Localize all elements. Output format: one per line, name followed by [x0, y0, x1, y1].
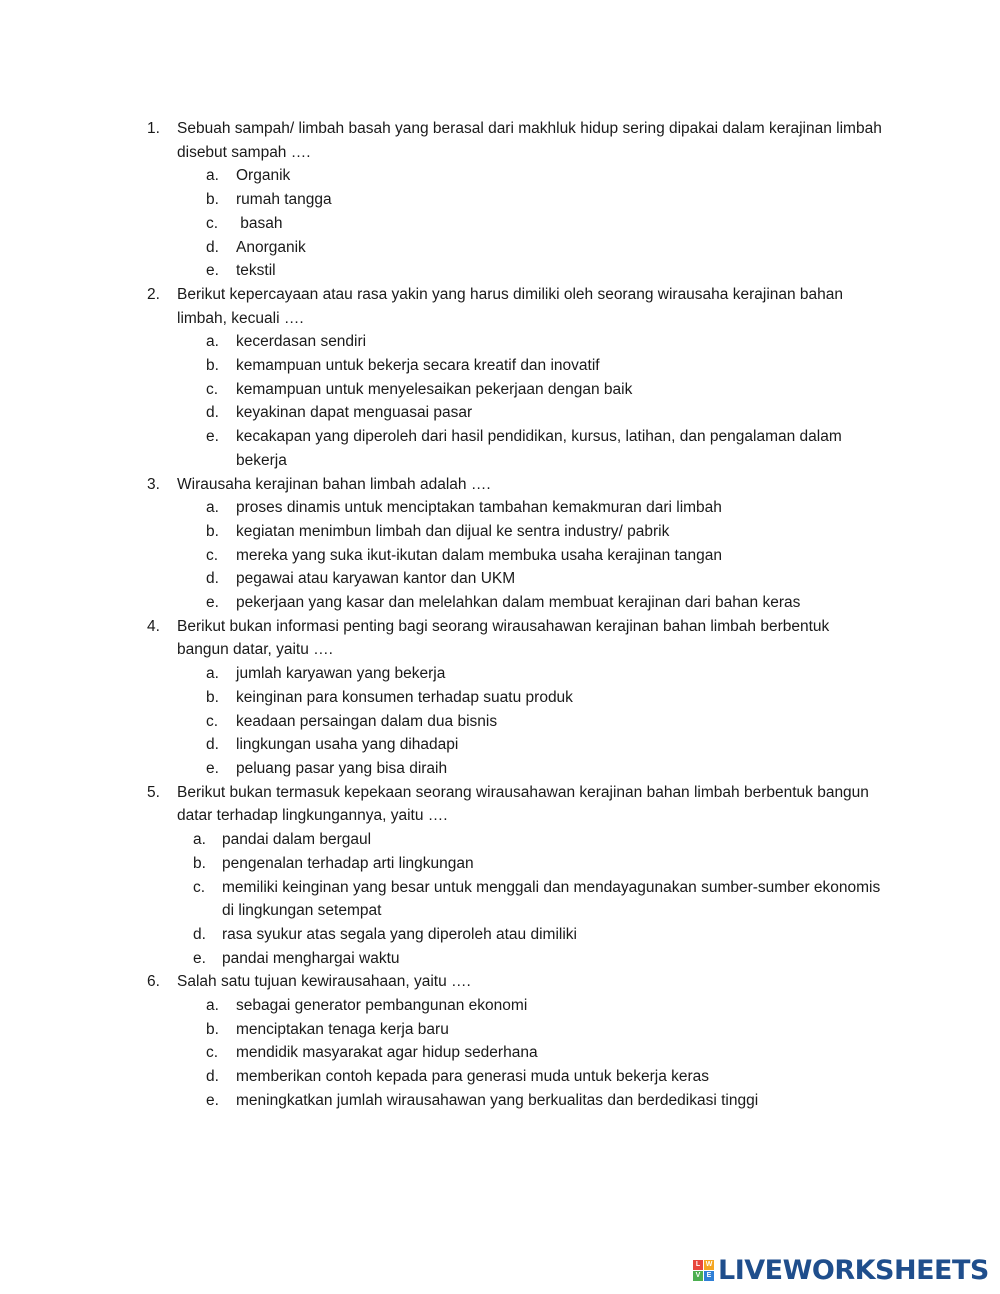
question-number: 2. [147, 285, 160, 303]
option-e[interactable] [0, 757, 1000, 781]
option-letter: e. [206, 428, 219, 446]
option-letter: a. [193, 831, 206, 849]
option-text: basah [236, 214, 283, 232]
option-letter: e. [206, 594, 219, 612]
option-b[interactable] [0, 686, 1000, 710]
option-text: keadaan persaingan dalam dua bisnis [236, 712, 498, 730]
option-letter: d. [193, 925, 206, 943]
option-letter: a. [206, 499, 219, 517]
logo-block: E [704, 1271, 714, 1281]
option-b[interactable] [0, 1018, 1000, 1042]
option-d[interactable] [0, 236, 1000, 260]
option-c[interactable] [0, 1041, 1000, 1065]
option-text: memiliki keinginan yang besar untuk menggali dan mendayagunakan sumber-sumber ekonomis di lingkungan setempat [222, 878, 881, 920]
option-a[interactable] [0, 330, 1000, 354]
option-a[interactable] [0, 828, 1000, 852]
option-letter: e. [206, 262, 219, 280]
option-b[interactable] [0, 354, 1000, 378]
option-letter: a. [206, 167, 219, 185]
option-e[interactable] [0, 259, 1000, 283]
question-1 [0, 117, 1000, 283]
option-letter: d. [206, 1068, 219, 1086]
option-letter: a. [206, 665, 219, 683]
option-text: pegawai atau karyawan kantor dan UKM [236, 570, 516, 588]
option-d[interactable] [0, 1065, 1000, 1089]
option-text: menciptakan tenaga kerja baru [236, 1020, 449, 1038]
question-list [0, 117, 1000, 1113]
option-letter: b. [206, 1020, 219, 1038]
option-text: kegiatan menimbun limbah dan dijual ke sentra industry/ pabrik [236, 522, 670, 540]
option-e[interactable] [0, 1089, 1000, 1113]
option-text: kecerdasan sendiri [236, 333, 367, 351]
option-letter: a. [206, 333, 219, 351]
option-letter: b. [206, 688, 219, 706]
option-text: sebagai generator pembangunan ekonomi [236, 997, 528, 1015]
option-text: mendidik masyarakat agar hidup sederhana [236, 1044, 538, 1062]
option-text: pengenalan terhadap arti lingkungan [222, 854, 474, 872]
option-text: memberikan contoh kepada para generasi muda untuk bekerja keras [236, 1068, 710, 1086]
option-text: Organik [236, 167, 291, 185]
liveworksheets-logo [693, 1255, 989, 1285]
option-text: lingkungan usaha yang dihadapi [236, 736, 459, 754]
question-number: 3. [147, 475, 160, 493]
question-text: Berikut bukan informasi penting bagi seorang wirausahawan kerajinan bahan limbah berbentuk bangun datar, yaitu …. [177, 617, 830, 659]
question-text: Berikut kepercayaan atau rasa yakin yang harus dimiliki oleh seorang wirausaha kerajinan bahan limbah, kecuali …. [177, 285, 844, 327]
option-b[interactable] [0, 188, 1000, 212]
logo-block: W [705, 1260, 713, 1268]
question-number: 6. [147, 973, 160, 991]
question-3 [0, 473, 1000, 615]
option-text: jumlah karyawan yang bekerja [236, 665, 446, 683]
question-text: Salah satu tujuan kewirausahaan, yaitu …. [177, 973, 471, 991]
question-text: Wirausaha kerajinan bahan limbah adalah …. [177, 475, 491, 493]
option-letter: d. [206, 404, 219, 422]
option-a[interactable] [0, 662, 1000, 686]
option-letter: c. [193, 878, 206, 896]
option-b[interactable] [0, 852, 1000, 876]
option-letter: a. [206, 997, 219, 1015]
option-text: mereka yang suka ikut-ikutan dalam membuka usaha kerajinan tangan [236, 546, 722, 564]
option-letter: b. [193, 854, 206, 872]
option-e[interactable] [0, 947, 1000, 971]
option-letter: d. [206, 736, 219, 754]
option-a[interactable] [0, 496, 1000, 520]
question-text: Sebuah sampah/ limbah basah yang berasal dari makhluk hidup sering dipakai dalam kerajinan limbah disebut sampah …. [177, 120, 882, 161]
option-e[interactable] [0, 591, 1000, 615]
option-letter: e. [193, 949, 206, 967]
option-text: Anorganik [236, 238, 306, 256]
option-text: meningkatkan jumlah wirausahawan yang berkualitas dan berdedikasi tinggi [236, 1091, 759, 1109]
option-text: kecakapan yang diperoleh dari hasil pendidikan, kursus, latihan, dan pengalaman dalam bekerja [236, 428, 842, 469]
option-text: keinginan para konsumen terhadap suatu produk [236, 688, 573, 706]
option-text: pandai menghargai waktu [222, 949, 400, 967]
logo-text: LIVEWORKSHEETS [718, 1254, 989, 1286]
option-text: rumah tangga [236, 191, 332, 209]
question-6 [0, 970, 1000, 1112]
question-number: 4. [147, 617, 160, 635]
option-text: keyakinan dapat menguasai pasar [236, 404, 473, 422]
option-letter: e. [206, 1091, 219, 1109]
option-text: kemampuan untuk bekerja secara kreatif dan inovatif [236, 357, 600, 375]
logo-blocks-icon [693, 1260, 714, 1281]
option-letter: c. [206, 712, 219, 730]
option-text: peluang pasar yang bisa diraih [236, 759, 448, 777]
option-d[interactable] [0, 401, 1000, 425]
option-text: rasa syukur atas segala yang diperoleh atau dimiliki [222, 925, 577, 943]
option-letter: b. [206, 357, 219, 375]
option-c[interactable] [0, 212, 1000, 236]
option-letter: c. [206, 1044, 219, 1062]
option-text: kemampuan untuk menyelesaikan pekerjaan dengan baik [236, 380, 633, 398]
question-2 [0, 283, 1000, 473]
question-number: 5. [147, 783, 160, 801]
question-5 [0, 781, 1000, 971]
option-a[interactable] [0, 164, 1000, 188]
question-4 [0, 615, 1000, 781]
option-c[interactable] [0, 378, 1000, 402]
option-e[interactable] [0, 425, 1000, 472]
logo-block: V [693, 1271, 703, 1281]
option-c[interactable] [0, 876, 1000, 923]
option-letter: c. [206, 214, 219, 232]
option-letter: c. [206, 380, 219, 398]
option-letter: d. [206, 238, 219, 256]
option-d[interactable] [0, 567, 1000, 591]
option-letter: b. [206, 191, 219, 209]
option-text: pandai dalam bergaul [222, 831, 372, 849]
option-text: proses dinamis untuk menciptakan tambahan kemakmuran dari limbah [236, 499, 722, 517]
option-a[interactable] [0, 994, 1000, 1018]
option-text: pekerjaan yang kasar dan melelahkan dalam membuat kerajinan dari bahan keras [236, 594, 801, 612]
question-text: Berikut bukan termasuk kepekaan seorang wirausahawan kerajinan bahan limbah berbentuk bangun datar terhadap lingkungannya, yaitu …. [177, 783, 869, 825]
option-d[interactable] [0, 923, 1000, 947]
question-number: 1. [147, 120, 160, 137]
option-letter: d. [206, 570, 219, 588]
option-d[interactable] [0, 733, 1000, 757]
option-b[interactable] [0, 520, 1000, 544]
option-letter: c. [206, 546, 219, 564]
option-text: tekstil [236, 262, 276, 280]
option-letter: e. [206, 759, 219, 777]
logo-block: L [693, 1260, 703, 1270]
option-c[interactable] [0, 544, 1000, 568]
option-letter: b. [206, 522, 219, 540]
option-c[interactable] [0, 710, 1000, 734]
